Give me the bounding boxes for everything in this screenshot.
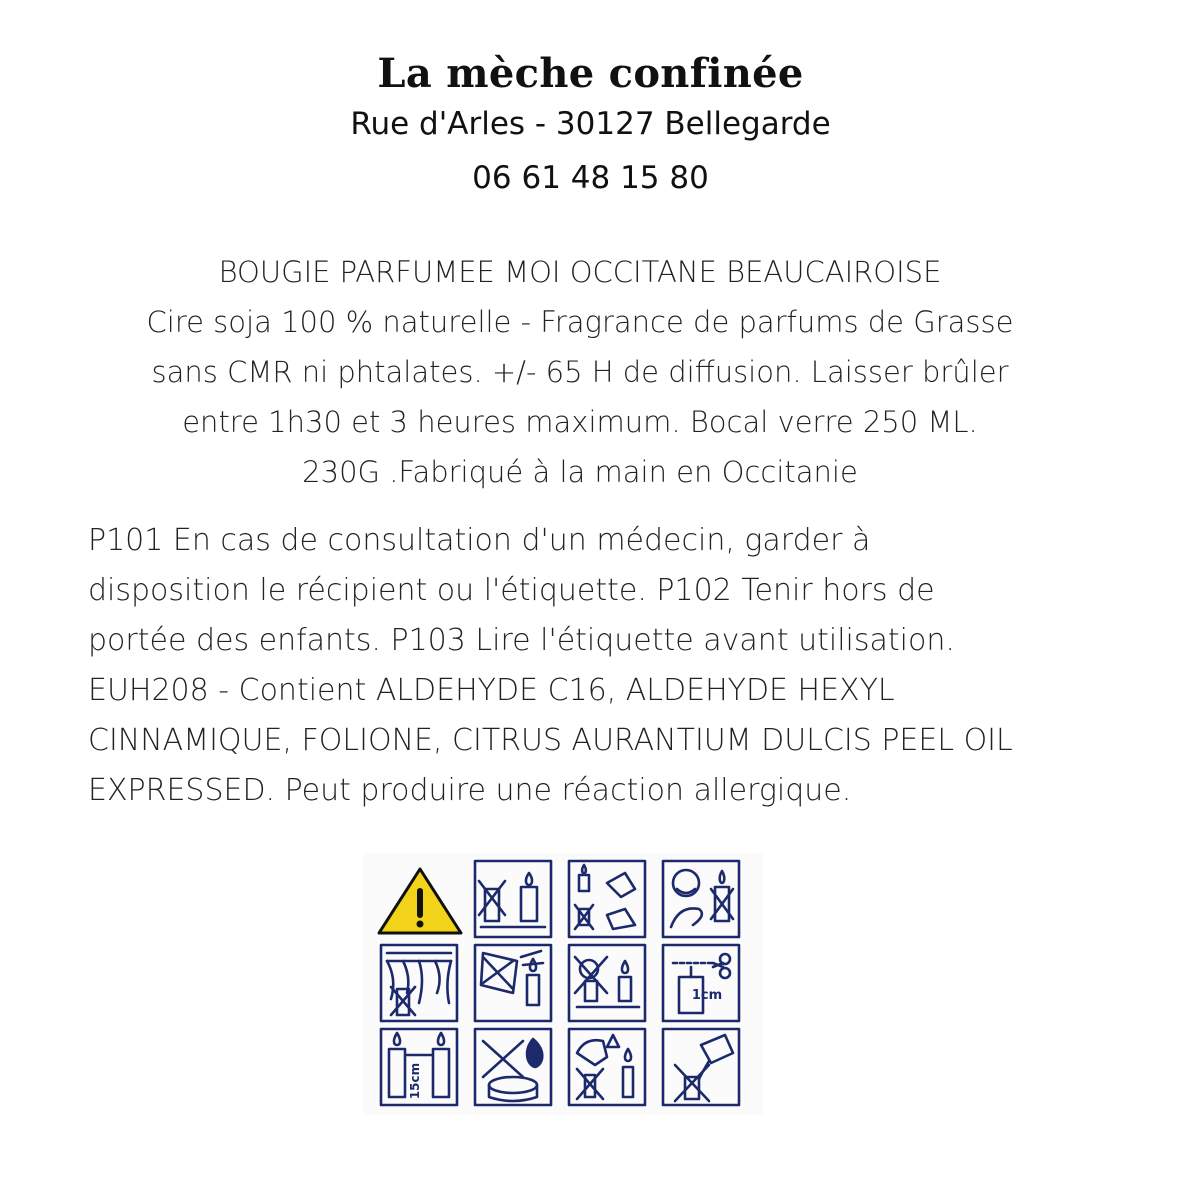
safety-line: CINNAMIQUE, FOLIONE, CITRUS AURANTIUM DULCIS PEEL OIL xyxy=(88,723,1013,758)
candle-spacing-icon xyxy=(381,1029,457,1105)
pictogram-grid xyxy=(363,853,763,1115)
no-candle-near-furniture-icon xyxy=(569,861,645,937)
keep-away-from-children-icon xyxy=(663,861,739,937)
trim-wick-icon xyxy=(663,945,739,1021)
distance-label: 15cm xyxy=(408,1062,422,1100)
shop-address: Rue d'Arles - 30127 Bellegarde xyxy=(350,106,831,142)
shop-phone: 06 61 48 15 80 xyxy=(472,160,709,196)
description-line: Cire soja 100 % naturelle - Fragrance de parfums de Grasse xyxy=(146,305,1014,339)
description-line: BOUGIE PARFUMEE MOI OCCITANE BEAUCAIROISE xyxy=(218,255,942,289)
description-line: entre 1h30 et 3 heures maximum. Bocal verre 250 ML. xyxy=(182,405,978,439)
description-line: 230G .Fabriqué à la main en Occitanie xyxy=(302,455,858,489)
description-line: sans CMR ni phtalates. +/- 65 H de diffusion. Laisser brûler xyxy=(151,355,1009,389)
no-wick-material-icon xyxy=(475,1029,551,1105)
safety-line: portée des enfants. P103 Lire l'étiquette avant utilisation. xyxy=(88,623,955,658)
no-candle-near-curtains-icon xyxy=(381,945,457,1021)
no-water-icon xyxy=(663,1029,739,1105)
trim-label: 1cm xyxy=(691,988,723,1003)
product-description xyxy=(60,247,1100,497)
safety-line: EUH208 - Contient ALDEHYDE C16, ALDEHYDE HEXYL xyxy=(88,673,895,708)
safety-statements xyxy=(88,516,1163,816)
blow-out-icon xyxy=(569,1029,645,1105)
no-candle-unattended-icon xyxy=(475,861,551,937)
safety-line: disposition le récipient ou l'étiquette. P102 Tenir hors de xyxy=(88,573,935,608)
safety-pictograms xyxy=(363,853,763,1115)
shop-name: La mèche confinée xyxy=(377,50,804,97)
no-draft-icon xyxy=(569,945,645,1021)
safety-line: P101 En cas de consultation d'un médecin, garder à xyxy=(88,523,871,558)
no-candle-near-paper-icon xyxy=(475,945,551,1021)
safety-line: EXPRESSED. Peut produire une réaction allergique. xyxy=(88,773,852,808)
warning-icon xyxy=(379,869,461,933)
